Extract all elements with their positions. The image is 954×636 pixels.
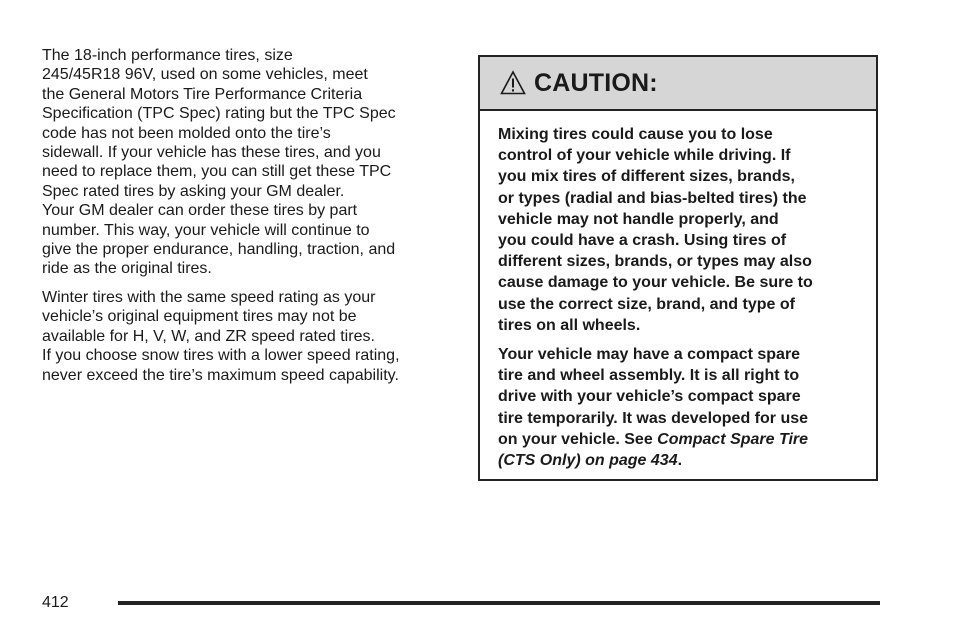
text-line: vehicle’s original equipment tires may not be: [42, 308, 357, 326]
text-line: vehicle may not handle properly, and: [498, 210, 779, 228]
cross-reference-link[interactable]: (CTS Only) on page 434: [498, 452, 678, 470]
text-line: tire and wheel assembly. It is all right to: [498, 367, 800, 385]
text-line: different sizes, brands, or types may also: [498, 253, 812, 271]
text-line: number. This way, your vehicle will continue to: [42, 221, 370, 239]
paragraph-tpc-spec: [42, 46, 452, 279]
text-line: cause damage to your vehicle. Be sure to: [498, 274, 813, 292]
left-column: [42, 46, 452, 394]
caution-title: CAUTION:: [534, 68, 658, 97]
text-line: [498, 429, 866, 450]
text-line: tire temporarily. It was developed for use: [498, 409, 809, 427]
text-line: tires on all wheels.: [498, 316, 641, 334]
text-line: Mixing tires could cause you to lose: [498, 126, 773, 143]
caution-box: [478, 55, 878, 481]
caution-body: [480, 111, 876, 471]
page-number: 412: [42, 594, 69, 611]
caution-header: [480, 57, 876, 111]
footer-rule: [118, 601, 880, 605]
text-line: Your GM dealer can order these tires by part: [42, 202, 358, 220]
text-line: drive with your vehicle’s compact spare: [498, 388, 801, 406]
text-line: sidewall. If your vehicle has these tires, and you: [42, 144, 381, 162]
text-line: Winter tires with the same speed rating as your: [42, 288, 376, 306]
text-line: code has not been molded onto the tire’s: [42, 124, 331, 142]
text-line: If you choose snow tires with a lower speed rating,: [42, 347, 400, 365]
cross-reference-link[interactable]: Compact Spare Tire: [657, 430, 809, 448]
text-line: Your vehicle may have a compact spare: [498, 346, 801, 364]
text-line: need to replace them, you can still get these TPC: [42, 163, 392, 181]
text-line: never exceed the tire’s maximum speed capability.: [42, 366, 399, 384]
text-line: 245/45R18 96V, used on some vehicles, meet: [42, 66, 368, 84]
text-line: use the correct size, brand, and type of: [498, 295, 795, 313]
text-line: Specification (TPC Spec) rating but the TPC Spec: [42, 105, 396, 123]
text-line: control of your vehicle while driving. If: [498, 147, 791, 165]
paragraph-winter-tires: [42, 288, 452, 385]
text-line: [498, 450, 866, 471]
text-line: you mix tires of different sizes, brands,: [498, 168, 795, 186]
text-fragment: .: [677, 452, 683, 470]
text-line: or types (radial and bias-belted tires) the: [498, 189, 807, 207]
caution-paragraph-mixing-tires: [498, 124, 866, 336]
text-line: you could have a crash. Using tires of: [498, 232, 787, 250]
text-line: the General Motors Tire Performance Criteria: [42, 85, 363, 103]
text-fragment: on your vehicle. See: [498, 430, 658, 448]
text-line: give the proper endurance, handling, traction, and: [42, 241, 396, 259]
warning-triangle-icon: [500, 70, 526, 96]
text-line: Spec rated tires by asking your GM dealer.: [42, 182, 345, 200]
caution-paragraph-compact-spare: [498, 344, 866, 471]
text-line: available for H, V, W, and ZR speed rated tires.: [42, 327, 375, 345]
text-line: The 18-inch performance tires, size: [42, 47, 293, 64]
text-line: ride as the original tires.: [42, 260, 212, 278]
